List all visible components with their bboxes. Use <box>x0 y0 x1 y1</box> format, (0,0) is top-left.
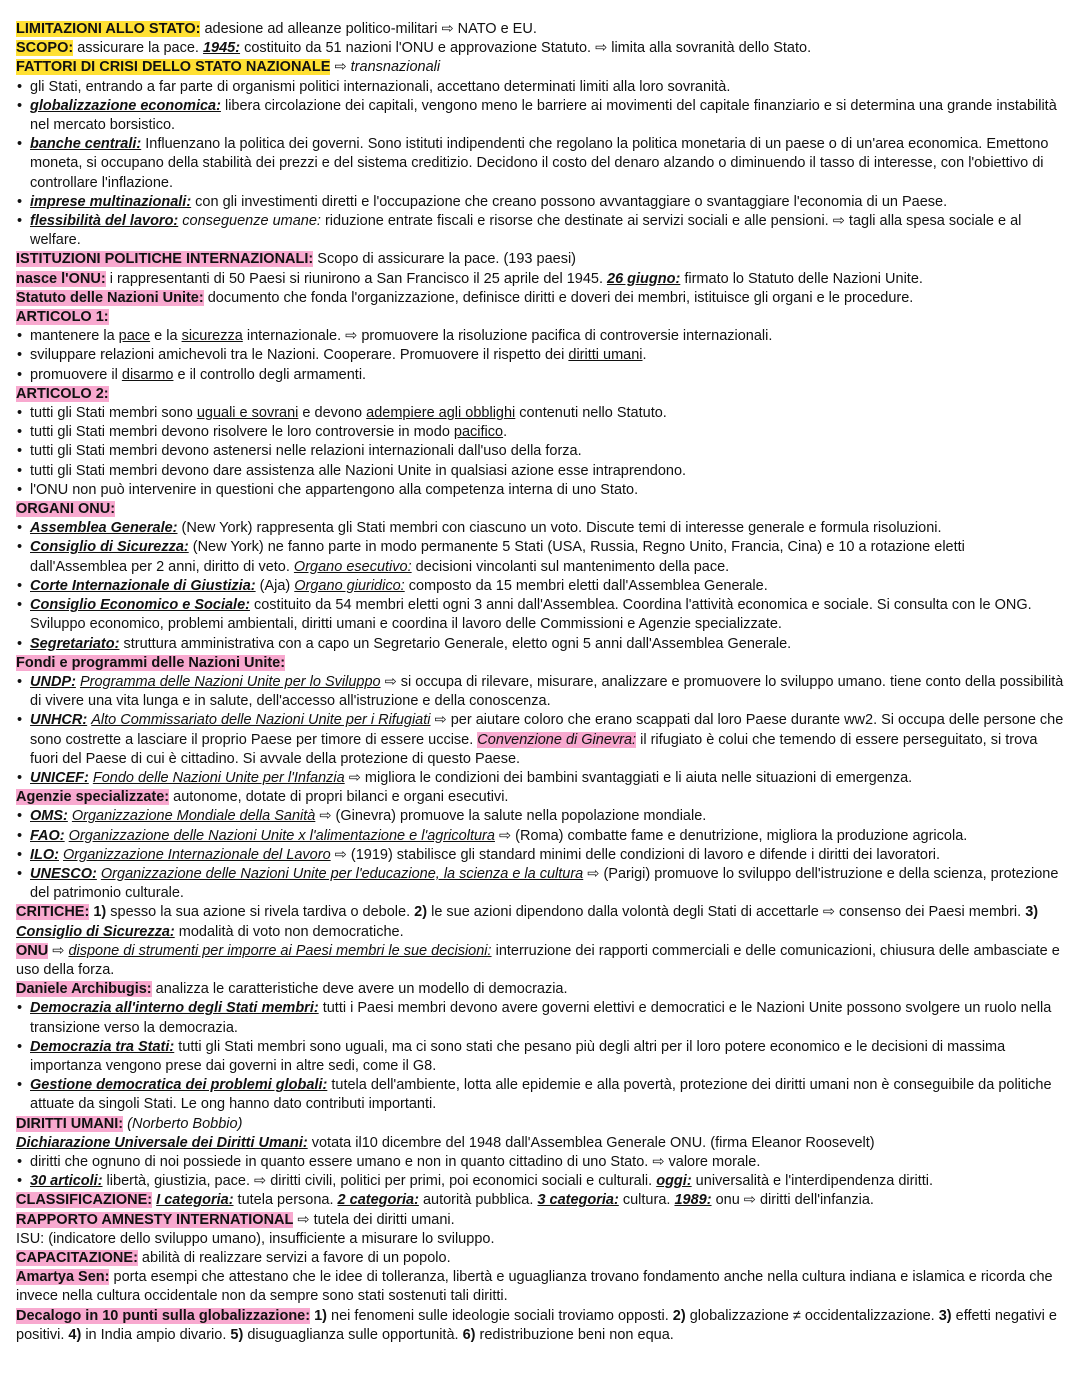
section-heading: SCOPO: <box>16 40 74 57</box>
body-text: (New York) rappresenta gli Stati membri con ciascuno un voto. Discute temi di interesse generale e formula risoluzioni. <box>177 520 942 537</box>
note-line <box>16 250 1064 269</box>
body-text: modalità di voto non democratiche. <box>174 923 404 940</box>
emphasis-text: 1989: <box>674 1192 712 1209</box>
section-heading: FATTORI DI CRISI DELLO STATO NAZIONALE <box>16 59 331 76</box>
emphasis-text: Corte Internazionale di Giustizia: <box>30 577 256 594</box>
body-text: ISU: (indicatore dello sviluppo umano), insufficiente a misurare lo sviluppo. <box>16 1230 495 1247</box>
body-text: costituito da 54 membri eletti ogni 3 anni dall'Assemblea. Coordina l'attività economica e sociale. Si consulta con le ONG. Sviluppo economico, problemi ambientali, diritti umani e coordina il lavoro delle Commissioni e Agenzie specializzate. <box>30 597 1032 633</box>
bullet-item <box>16 999 1064 1037</box>
section-heading: CLASSIFICAZIONE: <box>16 1192 153 1209</box>
body-text: spesso la sua azione si rivela tardiva o debole. <box>106 904 415 921</box>
body-text: mantenere la <box>30 328 119 345</box>
emphasis-text: UNESCO: <box>30 865 97 882</box>
body-text: . <box>503 424 508 441</box>
note-line <box>16 58 1064 77</box>
body-text: (Aja) <box>255 577 295 594</box>
emphasis-text: ILO: <box>30 846 59 863</box>
bullet-item <box>16 711 1064 769</box>
body-text: le sue azioni dipendono dalla volontà degli Stati di accettarle ⇨ consenso dei Paesi membri. <box>427 904 1026 921</box>
emphasis-text: 3) <box>938 1307 952 1324</box>
section-heading: ONU <box>16 942 49 959</box>
note-line <box>16 270 1064 289</box>
body-text: abilità di realizzare servizi a favore di un popolo. <box>137 1250 451 1266</box>
body-text: l'ONU non può intervenire in questioni che appartengono alla competenza interna di uno Stato. <box>30 481 639 498</box>
emphasis-text: 2 categoria: <box>337 1192 419 1209</box>
emphasis-text: sicurezza <box>181 328 243 345</box>
section-heading: Decalogo in 10 punti sulla globalizzazione: <box>16 1307 311 1324</box>
body-text: universalità e l'interdipendenza diritti. <box>691 1173 934 1190</box>
body-text: costituito da 51 nazioni l'ONU e approvazione Statuto. ⇨ limita alla sovranità dello Stato. <box>240 40 812 57</box>
note-line <box>16 788 1064 807</box>
bullet-item <box>16 346 1064 365</box>
emphasis-text: Democrazia tra Stati: <box>30 1038 175 1055</box>
emphasis-text: Dichiarazione Universale dei Diritti Umani: <box>16 1134 308 1151</box>
bullet-item <box>16 193 1064 212</box>
body-text: tutti gli Stati membri devono risolvere le loro controversie in modo <box>30 424 454 441</box>
body-text: autonome, dotate di propri bilanci e organi esecutivi. <box>169 789 509 806</box>
body-text: ⇨ si occupa di rilevare, misurare, analizzare e promuovere lo sviluppo umano. tiene conto della possibilità di vivere una vita lunga e in salute, dell'accesso all'istruzione e della conoscenza. <box>30 673 1064 710</box>
section-heading: ORGANI ONU: <box>16 501 116 518</box>
note-line <box>16 1249 1064 1268</box>
body-text: struttura amministrativa con a capo un Segretario Generale, eletto ogni 5 anni dall'Assemblea Generale. <box>119 635 792 652</box>
note-line <box>16 289 1064 308</box>
emphasis-text: 4) <box>68 1326 82 1343</box>
emphasis-text: oggi: <box>656 1173 692 1190</box>
section-heading: nasce l'ONU: <box>16 270 106 287</box>
note-line <box>16 39 1064 58</box>
bullet-item <box>16 807 1064 826</box>
emphasis-text: dispone di strumenti per imporre ai Paesi membri le sue decisioni: <box>68 942 492 959</box>
body-text: (New York) ne fanno parte in modo permanente 5 Stati (USA, Russia, Regno Unito, Francia, Cina) e 10 a rotazione eletti dall'Assemblea per 2 anni, diritto di veto. <box>30 539 965 575</box>
emphasis-text: adempiere agli obblighi <box>366 405 516 422</box>
body-text: ⇨ per aiutare coloro che erano scappati dal loro Paese durante ww2. Si occupa delle persone che sono costrette a lasciare il proprio Paese per timore di essere uccise. <box>30 712 1064 748</box>
emphasis-text: diritti umani <box>568 347 643 364</box>
note-line <box>16 1134 1064 1153</box>
emphasis-text: globalizzazione economica: <box>30 97 221 114</box>
note-line <box>16 308 1064 327</box>
body-text: analizza le caratteristiche deve avere un modello di democrazia. <box>151 981 568 998</box>
emphasis-text: UNICEF: <box>30 769 89 786</box>
emphasis-text: OMS: <box>30 808 68 825</box>
body-text: libera circolazione dei capitali, vengono meno le barriere ai movimenti del capitale finanziario e si determina una grande instabilità nel mercato borsistico. <box>30 97 1057 134</box>
emphasis-text: imprese multinazionali: <box>30 193 192 210</box>
section-heading: ISTITUZIONI POLITICHE INTERNAZIONALI: <box>16 251 314 268</box>
section-heading: CRITICHE: <box>16 904 90 921</box>
body-text: disuguaglianza sulle opportunità. <box>243 1326 463 1343</box>
body-text: i rappresentanti di 50 Paesi si riunirono a San Francisco il 25 aprile del 1945. <box>105 270 608 287</box>
bullet-item <box>16 442 1064 461</box>
emphasis-text: Organizzazione delle Nazioni Unite x l'alimentazione e l'agricoltura <box>68 827 495 844</box>
note-line <box>16 1191 1064 1210</box>
bullet-item <box>16 366 1064 385</box>
emphasis-text: Organo giuridico: <box>294 577 405 594</box>
body-text: tutti i Paesi membri devono avere governi elettivi e democratici e le Nazioni Unite possono svolgere un ruolo nella transizione verso la democrazia. <box>30 1000 1052 1036</box>
section-heading: DIRITTI UMANI: <box>16 1115 124 1132</box>
body-text: composto da 15 membri eletti dall'Assemblea Generale. <box>404 577 768 594</box>
emphasis-text: UNHCR: <box>30 712 88 729</box>
bullet-item <box>16 596 1064 634</box>
bullet-item <box>16 1038 1064 1076</box>
bullet-item <box>16 212 1064 250</box>
emphasis-text: Fondo delle Nazioni Unite per l'Infanzia <box>92 769 345 786</box>
note-line <box>16 1230 1064 1249</box>
body-text: e la <box>150 328 182 345</box>
emphasis-text: Convenzione di Ginevra: <box>477 731 637 748</box>
bullet-item <box>16 1076 1064 1114</box>
bullet-item <box>16 1153 1064 1172</box>
body-text: libertà, giustizia, pace. ⇨ diritti civili, politici per primi, poi economici sociali e culturali. <box>102 1173 657 1190</box>
note-line <box>16 942 1064 980</box>
body-text: ⇨ tutela dei diritti umani. <box>293 1211 455 1228</box>
emphasis-text: 5) <box>230 1326 244 1343</box>
body-text: . <box>642 347 647 364</box>
body-text: assicurare la pace. <box>73 40 203 57</box>
section-heading: Amartya Sen: <box>16 1269 110 1286</box>
bullet-item <box>16 827 1064 846</box>
bullet-item <box>16 327 1064 346</box>
emphasis-text: Organizzazione delle Nazioni Unite per l'educazione, la scienza e la cultura <box>100 865 584 882</box>
bullet-item <box>16 481 1064 500</box>
bullet-item <box>16 769 1064 788</box>
emphasis-text: 2) <box>672 1307 686 1324</box>
body-text: tutti gli Stati membri devono astenersi nelle relazioni internazionali dall'uso della forza. <box>30 443 582 460</box>
section-heading: LIMITAZIONI ALLO STATO: <box>16 21 201 37</box>
bullet-item <box>16 135 1064 193</box>
body-text: e devono <box>298 405 367 422</box>
body-text: riduzione entrate fiscali e risorse che destinate ai servizi sociali e alle pensioni. ⇨ tagli alla spesa sociale e al welfare. <box>30 213 1022 249</box>
section-heading: CAPACITAZIONE: <box>16 1250 138 1266</box>
body-text: internazionale. ⇨ promuovere la risoluzione pacifica di controversie internazionali. <box>242 328 773 345</box>
emphasis-text: Consiglio di Sicurezza: <box>30 539 189 556</box>
emphasis-text: Alto Commissariato delle Nazioni Unite per i Rifugiati <box>91 712 431 729</box>
body-text: ⇨ (Roma) combatte fame e denutrizione, migliora la produzione agricola. <box>494 827 968 844</box>
emphasis-text: UNDP: <box>30 673 76 690</box>
body-text: effetti negativi e positivi. <box>16 1307 1057 1343</box>
body-text: Influenzano la politica dei governi. Sono istituti indipendenti che regolano la politica monetaria di un paese o di un'area economica. Emettono moneta, si occupano della stabilità dei prezzi e del sistema creditizio. Decidono il costo del denaro alzando o diminuendo il tasso di interesse, con l'obiettivo di controllare l'inflazione. <box>30 136 1049 191</box>
note-line <box>16 1115 1064 1134</box>
body-text: autorità pubblica. <box>418 1192 538 1209</box>
emphasis-text: Organizzazione Internazionale del Lavoro <box>63 846 331 863</box>
body-text: ⇨ <box>48 942 69 959</box>
emphasis-text: Programma delle Nazioni Unite per lo Sviluppo <box>79 673 381 690</box>
note-line <box>16 20 1064 39</box>
emphasis-text: transnazionali <box>350 59 441 76</box>
body-text: interruzione dei rapporti commerciali e delle comunicazioni, chiusura delle ambasciate e uso della forza. <box>16 942 1060 978</box>
emphasis-text: conseguenze umane: <box>182 213 321 230</box>
section-heading: Fondi e programmi delle Nazioni Unite: <box>16 654 286 671</box>
body-text: redistribuzione beni non equa. <box>475 1326 674 1343</box>
emphasis-text: pace <box>118 328 151 345</box>
body-text: cultura. <box>618 1192 675 1209</box>
bullet-item <box>16 865 1064 903</box>
emphasis-text: Gestione democratica dei problemi globali: <box>30 1077 328 1094</box>
body-text: e il controllo degli armamenti. <box>173 366 367 383</box>
body-text: tutti gli Stati membri sono <box>30 405 197 422</box>
emphasis-text: 6) <box>462 1326 476 1343</box>
note-line <box>16 385 1064 404</box>
bullet-item <box>16 462 1064 481</box>
bullet-item <box>16 635 1064 654</box>
body-text: tutti gli Stati membri sono uguali, ma ci sono stati che pesano più degli altri per il loro potere economico e le decisioni di massima importanza vengono prese dai governi in altre sedi, come il G8. <box>30 1038 1006 1074</box>
body-text: decisioni vincolanti sul mantenimento della pace. <box>411 558 730 575</box>
body-text: ⇨ <box>330 59 351 76</box>
bullet-item <box>16 519 1064 538</box>
emphasis-text: I categoria: <box>156 1192 234 1209</box>
note-line <box>16 1307 1064 1345</box>
section-heading: ARTICOLO 2: <box>16 385 109 402</box>
emphasis-text: flessibilità del lavoro: <box>30 213 179 230</box>
section-heading: Statuto delle Nazioni Unite: <box>16 289 204 306</box>
note-line <box>16 654 1064 673</box>
emphasis-text: Consiglio Economico e Sociale: <box>30 597 250 614</box>
emphasis-text: 3) <box>1025 904 1039 921</box>
body-text: promuovere il <box>30 366 122 383</box>
emphasis-text: 26 giugno: <box>607 270 681 287</box>
emphasis-text: disarmo <box>121 366 174 383</box>
section-heading: ARTICOLO 1: <box>16 309 109 326</box>
bullet-item <box>16 78 1064 97</box>
bullet-item <box>16 577 1064 596</box>
bullet-item <box>16 97 1064 135</box>
emphasis-text: FAO: <box>30 827 65 844</box>
emphasis-text: 30 articoli: <box>30 1173 103 1190</box>
emphasis-text: Assemblea Generale: <box>30 520 178 537</box>
body-text: in India ampio divario. <box>81 1326 231 1343</box>
body-text: adesione ad alleanze politico-militari ⇨ NATO e EU. <box>200 21 537 37</box>
note-line <box>16 980 1064 999</box>
body-text: il rifugiato è colui che temendo di essere perseguitato, si trova fuori del Paese di cui è cittadino. Si avvale della protezione di questo Paese. <box>30 731 1038 767</box>
emphasis-text: (Norberto Bobbio) <box>127 1115 243 1132</box>
emphasis-text: 1) <box>314 1307 328 1324</box>
section-heading: Agenzie specializzate: <box>16 789 170 806</box>
note-line <box>16 1211 1064 1230</box>
emphasis-text: pacifico <box>453 424 504 441</box>
body-text: tutela dell'ambiente, lotta alle epidemie e alla povertà, protezione dei diritti umani non è conseguibile da politiche attuate da singoli Stati. Le ong hanno dato contributi importanti. <box>30 1077 1052 1113</box>
body-text: ⇨ (Parigi) promuove lo sviluppo dell'istruzione e della scienza, protezione del patrimonio culturale. <box>30 865 1059 902</box>
body-text: sviluppare relazioni amichevoli tra le Nazioni. Cooperare. Promuovere il rispetto dei <box>30 347 569 364</box>
bullet-item <box>16 404 1064 423</box>
emphasis-text: uguali e sovrani <box>196 405 299 422</box>
body-text: firmato lo Statuto delle Nazioni Unite. <box>680 270 923 287</box>
body-text: contenuti nello Statuto. <box>515 405 667 422</box>
section-heading: RAPPORTO AMNESTY INTERNATIONAL <box>16 1211 294 1228</box>
body-text: ⇨ (Ginevra) promuove la salute nella popolazione mondiale. <box>315 808 707 825</box>
body-text: globalizzazione ≠ occidentalizzazione. <box>685 1307 939 1324</box>
body-text: con gli investimenti diretti e l'occupazione che creano possono avvantaggiare o svantaggiare l'economia di un Paese. <box>191 193 948 210</box>
body-text: tutti gli Stati membri devono dare assistenza alle Nazioni Unite in qualsiasi azione esse intraprendono. <box>30 462 687 479</box>
note-line <box>16 903 1064 941</box>
note-line <box>16 500 1064 519</box>
emphasis-text: Democrazia all'interno degli Stati membri: <box>30 1000 319 1017</box>
bullet-item <box>16 538 1064 576</box>
body-text: diritti che ognuno di noi possiede in quanto essere umano e non in quanto cittadino di uno Stato. ⇨ valore morale. <box>30 1153 761 1170</box>
body-text: Scopo di assicurare la pace. (193 paesi) <box>313 251 577 268</box>
emphasis-text: Consiglio di Sicurezza: <box>16 923 175 940</box>
body-text: tutela persona. <box>233 1192 338 1209</box>
body-text: porta esempi che attestano che le idee di tolleranza, libertà e uguaglianza trovano fondamento anche nella cultura indiana e islamica e ricorda che invece nella cultura occidentale non da sempre sono stati sostenuti tali diritti. <box>16 1269 1053 1305</box>
emphasis-text: 3 categoria: <box>537 1192 619 1209</box>
body-text: documento che fonda l'organizzazione, definisce diritti e doveri dei membri, istituisce gli organi e le procedure. <box>203 289 914 306</box>
bullet-item <box>16 1172 1064 1191</box>
note-line <box>16 1268 1064 1306</box>
body-text: gli Stati, entrando a far parte di organismi politici internazionali, accettano determinati limiti alla loro sovranità. <box>30 78 731 95</box>
body-text: ⇨ (1919) stabilisce gli standard minimi delle condizioni di lavoro e difende i diritti dei lavoratori. <box>330 846 941 863</box>
emphasis-text: 1945: <box>202 40 241 57</box>
emphasis-text: Segretariato: <box>30 635 120 652</box>
emphasis-text: 2) <box>414 904 428 921</box>
body-text: onu ⇨ diritti dell'infanzia. <box>711 1192 874 1209</box>
bullet-item <box>16 673 1064 711</box>
body-text: nei fenomeni sulle ideologie sociali troviamo opposti. <box>327 1307 673 1324</box>
emphasis-text: Organizzazione Mondiale della Sanità <box>71 808 316 825</box>
emphasis-text: 1) <box>93 904 107 921</box>
emphasis-text: banche centrali: <box>30 136 142 153</box>
body-text: ⇨ migliora le condizioni dei bambini svantaggiati e li aiuta nelle situazioni di emergenza. <box>344 769 913 786</box>
emphasis-text: Organo esecutivo: <box>293 558 412 575</box>
bullet-item <box>16 423 1064 442</box>
section-heading: Daniele Archibugis: <box>16 981 152 998</box>
body-text: votata il10 dicembre del 1948 dall'Assemblea Generale ONU. (firma Eleanor Roosevelt) <box>307 1134 875 1151</box>
bullet-item <box>16 846 1064 865</box>
